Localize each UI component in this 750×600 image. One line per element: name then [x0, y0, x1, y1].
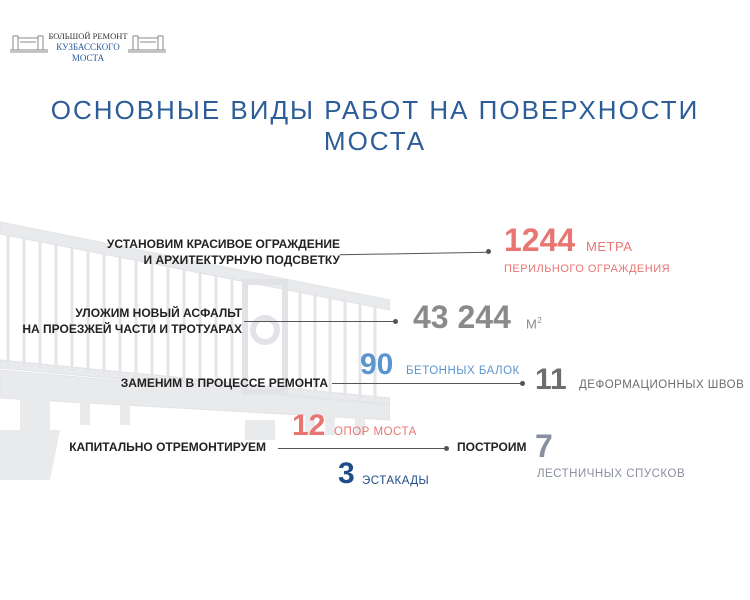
- railing-connector-dot: [486, 249, 491, 254]
- joints-unit: ДЕФОРМАЦИОННЫХ ШВОВ: [579, 379, 745, 391]
- replace-connector: [332, 383, 522, 384]
- railing-value: 1244: [504, 222, 576, 258]
- railing-unit: МЕТРА: [586, 239, 633, 254]
- logo-line-3: МОСТА: [71, 53, 105, 63]
- overhaul-label: КАПИТАЛЬНО ОТРЕМОНТИРУЕМ: [69, 440, 266, 454]
- beams-unit: БЕТОННЫХ БАЛОК: [406, 365, 520, 377]
- beams-value: 90: [360, 348, 394, 381]
- build-label: ПОСТРОИМ: [457, 440, 527, 454]
- page-title: ОСНОВНЫЕ ВИДЫ РАБОТ НА ПОВЕРХНОСТИ МОСТА: [50, 95, 700, 156]
- railing-label-line2: И АРХИТЕКТУРНУЮ ПОДСВЕТКУ: [143, 253, 340, 267]
- railing-caption: ПЕРИЛЬНОГО ОГРАЖДЕНИЯ: [504, 263, 671, 275]
- logo-text: [48, 31, 128, 64]
- stairs-caption: ЛЕСТНИЧНЫХ СПУСКОВ: [537, 468, 686, 480]
- asphalt-unit-sup: 2: [537, 316, 543, 325]
- replace-connector-dot: [520, 381, 525, 386]
- supports-value: 12: [292, 409, 326, 442]
- railing-label-line1: УСТАНОВИМ КРАСИВОЕ ОГРАЖДЕНИЕ: [106, 237, 340, 251]
- asphalt-value: 43 244: [413, 299, 511, 335]
- asphalt-label-line1: УЛОЖИМ НОВЫЙ АСФАЛЬТ: [75, 306, 242, 320]
- logo-line-2: КУЗБАССКОГО: [56, 42, 120, 52]
- overhaul-connector-dot: [444, 446, 449, 451]
- railing-label: [107, 236, 340, 268]
- overpass-unit: ЭСТАКАДЫ: [362, 475, 430, 487]
- asphalt-connector: [244, 321, 394, 322]
- asphalt-label-line2: НА ПРОЕЗЖЕЙ ЧАСТИ И ТРОТУАРАХ: [22, 322, 242, 336]
- supports-unit: ОПОР МОСТА: [334, 426, 417, 438]
- replace-label: ЗАМЕНИМ В ПРОЦЕССЕ РЕМОНТА: [120, 376, 328, 390]
- asphalt-connector-dot: [393, 319, 398, 324]
- asphalt-unit: [526, 316, 542, 331]
- stairs-value: 7: [535, 428, 553, 464]
- asphalt-unit-text: М: [526, 316, 538, 332]
- logo-line-1: БОЛЬШОЙ РЕМОНТ: [48, 31, 128, 41]
- joints-value: 11: [535, 363, 567, 396]
- asphalt-label: [22, 305, 242, 337]
- overpass-value: 3: [338, 457, 355, 490]
- overhaul-connector: [278, 448, 446, 449]
